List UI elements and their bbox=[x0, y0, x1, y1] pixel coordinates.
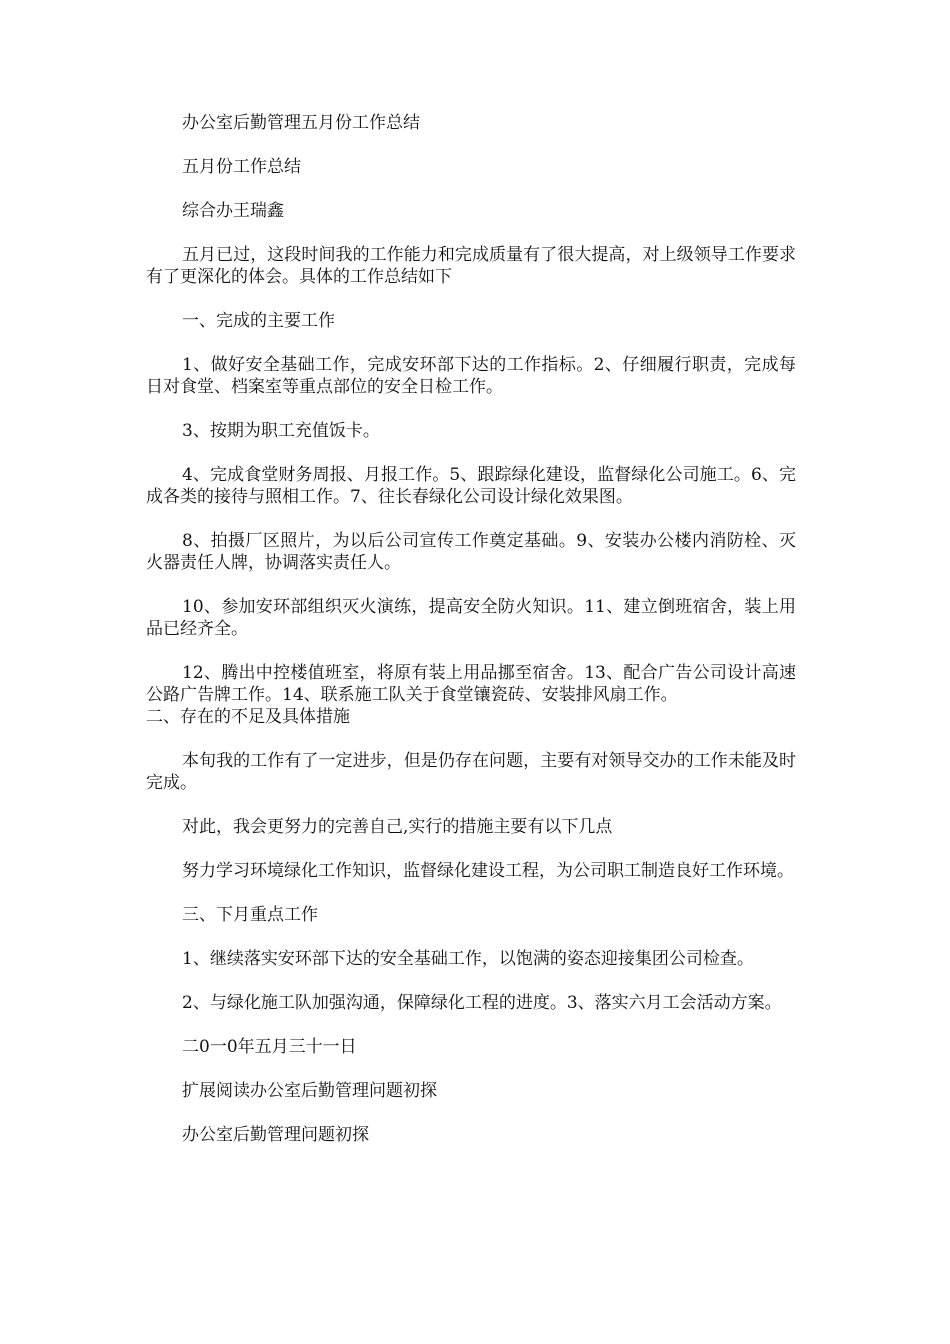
work-item-paragraph: 8、拍摄厂区照片，为以后公司宣传工作奠定基础。9、安装办公楼内消防栓、灭火器责任人牌，协调落实责任人。 bbox=[146, 531, 796, 573]
section-heading-1: 一、完成的主要工作 bbox=[182, 311, 335, 331]
extended-reading-subtitle: 办公室后勤管理问题初探 bbox=[182, 1125, 369, 1145]
shortcoming-paragraph: 本旬我的工作有了一定进步，但是仍存在问题，主要有对领导交办的工作未能及时完成。 bbox=[146, 751, 796, 793]
plan-paragraph: 2、与绿化施工队加强沟通，保障绿化工程的进度。3、落实六月工会活动方案。 bbox=[182, 993, 782, 1013]
section-heading-3: 三、下月重点工作 bbox=[182, 905, 318, 925]
measures-paragraph: 努力学习环境绿化工作知识，监督绿化建设工程，为公司职工制造良好工作环境。 bbox=[182, 861, 794, 881]
doc-author: 综合办王瑞鑫 bbox=[182, 201, 284, 221]
work-item-paragraph: 4、完成食堂财务周报、月报工作。5、跟踪绿化建设，监督绿化公司施工。6、完成各类的接待与照相工作。7、往长春绿化公司设计绿化效果图。 bbox=[146, 465, 796, 507]
measures-paragraph: 对此，我会更努力的完善自己,实行的措施主要有以下几点 bbox=[182, 817, 613, 837]
document-body bbox=[146, 112, 796, 1168]
work-item-paragraph: 1、做好安全基础工作，完成安环部下达的工作指标。2、仔细履行职责，完成每日对食堂、档案室等重点部位的安全日检工作。 bbox=[146, 355, 796, 397]
doc-title: 办公室后勤管理五月份工作总结 bbox=[182, 113, 420, 133]
doc-subtitle: 五月份工作总结 bbox=[182, 157, 301, 177]
work-item-paragraph: 12、腾出中控楼值班室，将原有装上用品挪至宿舍。13、配合广告公司设计高速公路广告牌工作。14、联系施工队关于食堂镶瓷砖、安装排风扇工作。 bbox=[146, 663, 796, 705]
extended-reading-title: 扩展阅读办公室后勤管理问题初探 bbox=[182, 1081, 437, 1101]
work-item-paragraph: 10、参加安环部组织灭火演练，提高安全防火知识。11、建立倒班宿舍，装上用品已经齐全。 bbox=[146, 597, 796, 639]
doc-date: 二0一0年五月三十一日 bbox=[182, 1037, 357, 1057]
work-item-paragraph: 3、按期为职工充值饭卡。 bbox=[182, 421, 380, 441]
section-heading-2: 二、存在的不足及具体措施 bbox=[146, 707, 350, 727]
intro-paragraph: 五月已过，这段时间我的工作能力和完成质量有了很大提高，对上级领导工作要求有了更深化的体会。具体的工作总结如下 bbox=[146, 245, 796, 287]
plan-paragraph: 1、继续落实安环部下达的安全基础工作，以饱满的姿态迎接集团公司检查。 bbox=[182, 949, 754, 969]
